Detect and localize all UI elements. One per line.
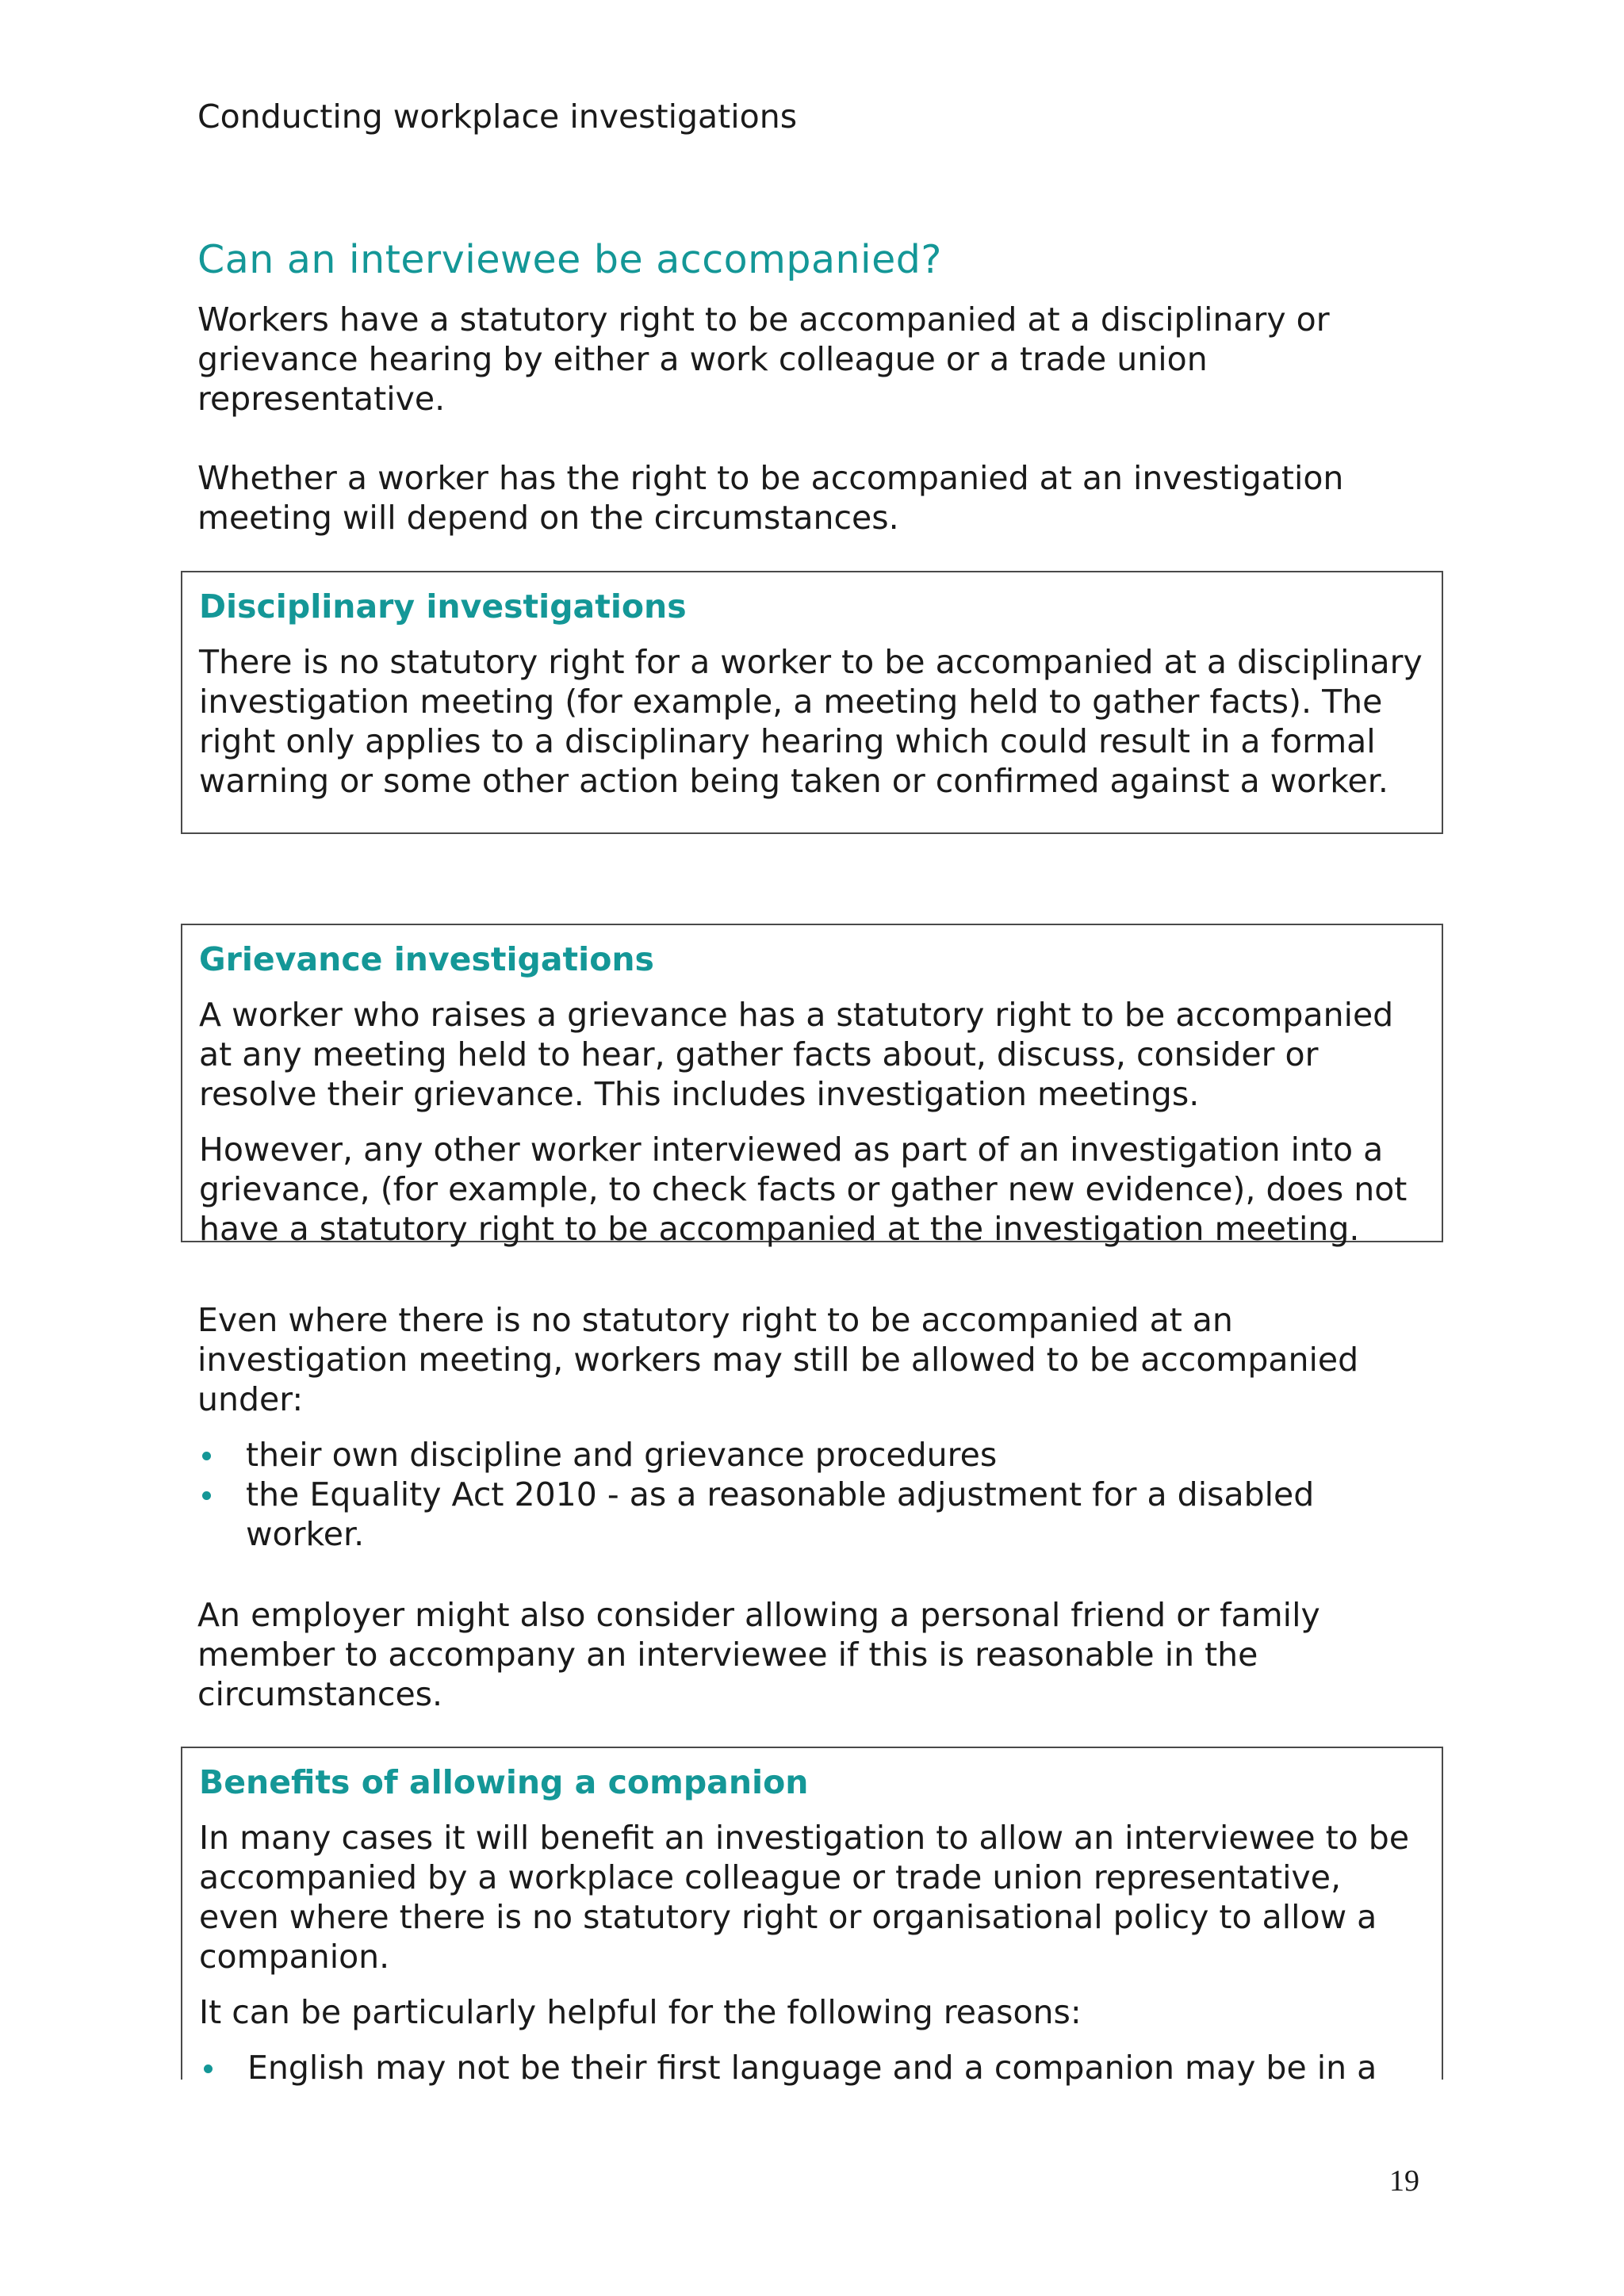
benefits-bullet-list <box>199 2048 1426 2087</box>
page-number: 19 <box>1389 2164 1419 2198</box>
grievance-box-text-1: A worker who raises a grievance has a statutory right to be accompanied at any meeting held to hear, gather facts about, discuss, consider or resolve their grievance. This includes investigation meetings. <box>199 996 1394 1113</box>
bullet-icon <box>202 1491 211 1500</box>
grievance-box-text-2: However, any other worker interviewed as part of an investigation into a grievance, (for example, to check facts or gather new evidence), does not have a statutory right to be accompanied at the investigation meeting. <box>199 1131 1408 1248</box>
list-item <box>199 2048 1426 2087</box>
disciplinary-box-text: There is no statutory right for a worker to be accompanied at a disciplinary investigation meeting (for example, a meeting held to gather facts). The right only applies to a disciplinary hearing which could result in a formal warning or some other action being taken or confirmed against a worker. <box>199 643 1423 800</box>
benefits-box-title: Benefits of allowing a companion <box>199 1763 809 1801</box>
bullet-icon <box>202 1452 211 1460</box>
list-item-text: the Equality Act 2010 - as a reasonable adjustment for a disabled worker. <box>246 1475 1315 1553</box>
intro-paragraph-1: Workers have a statutory right to be accompanied at a disciplinary or grievance hearing by either a work colleague or a trade union representative. <box>197 300 1330 418</box>
bullet-icon <box>204 2064 213 2073</box>
benefits-box-text-1: In many cases it will benefit an investigation to allow an interviewee to be accompanied by a workplace colleague or trade union representative, even where there is no statutory right or organisational policy to allow a companion. <box>199 1819 1410 1976</box>
disciplinary-box-title: Disciplinary investigations <box>199 587 687 626</box>
intro-paragraph-2: Whether a worker has the right to be accompanied at an investigation meeting will depend on the circumstances. <box>197 459 1344 537</box>
benefits-box-text-2: It can be particularly helpful for the following reasons: <box>199 1993 1082 2031</box>
accompaniment-bullet-list <box>197 1435 1434 1554</box>
even-where-paragraph: Even where there is no statutory right to be accompanied at an investigation meeting, workers may still be allowed to be accompanied under: <box>197 1301 1359 1418</box>
list-item-text: English may not be their first language and a companion may be in a <box>247 2049 1377 2087</box>
list-item <box>197 1475 1434 1554</box>
grievance-investigations-box <box>181 924 1443 1248</box>
list-item <box>197 1435 1434 1475</box>
benefits-of-companion-box <box>181 1747 1443 2087</box>
grievance-box-title: Grievance investigations <box>199 940 654 978</box>
running-title: Conducting workplace investigations <box>197 98 798 136</box>
employer-might-paragraph: An employer might also consider allowing a personal friend or family member to accompany an interviewee if this is reasonable in the circumstances. <box>197 1596 1320 1713</box>
disciplinary-investigations-box <box>181 571 1443 834</box>
list-item-text: their own discipline and grievance procedures <box>246 1436 998 1474</box>
section-heading: Can an interviewee be accompanied? <box>197 237 942 282</box>
